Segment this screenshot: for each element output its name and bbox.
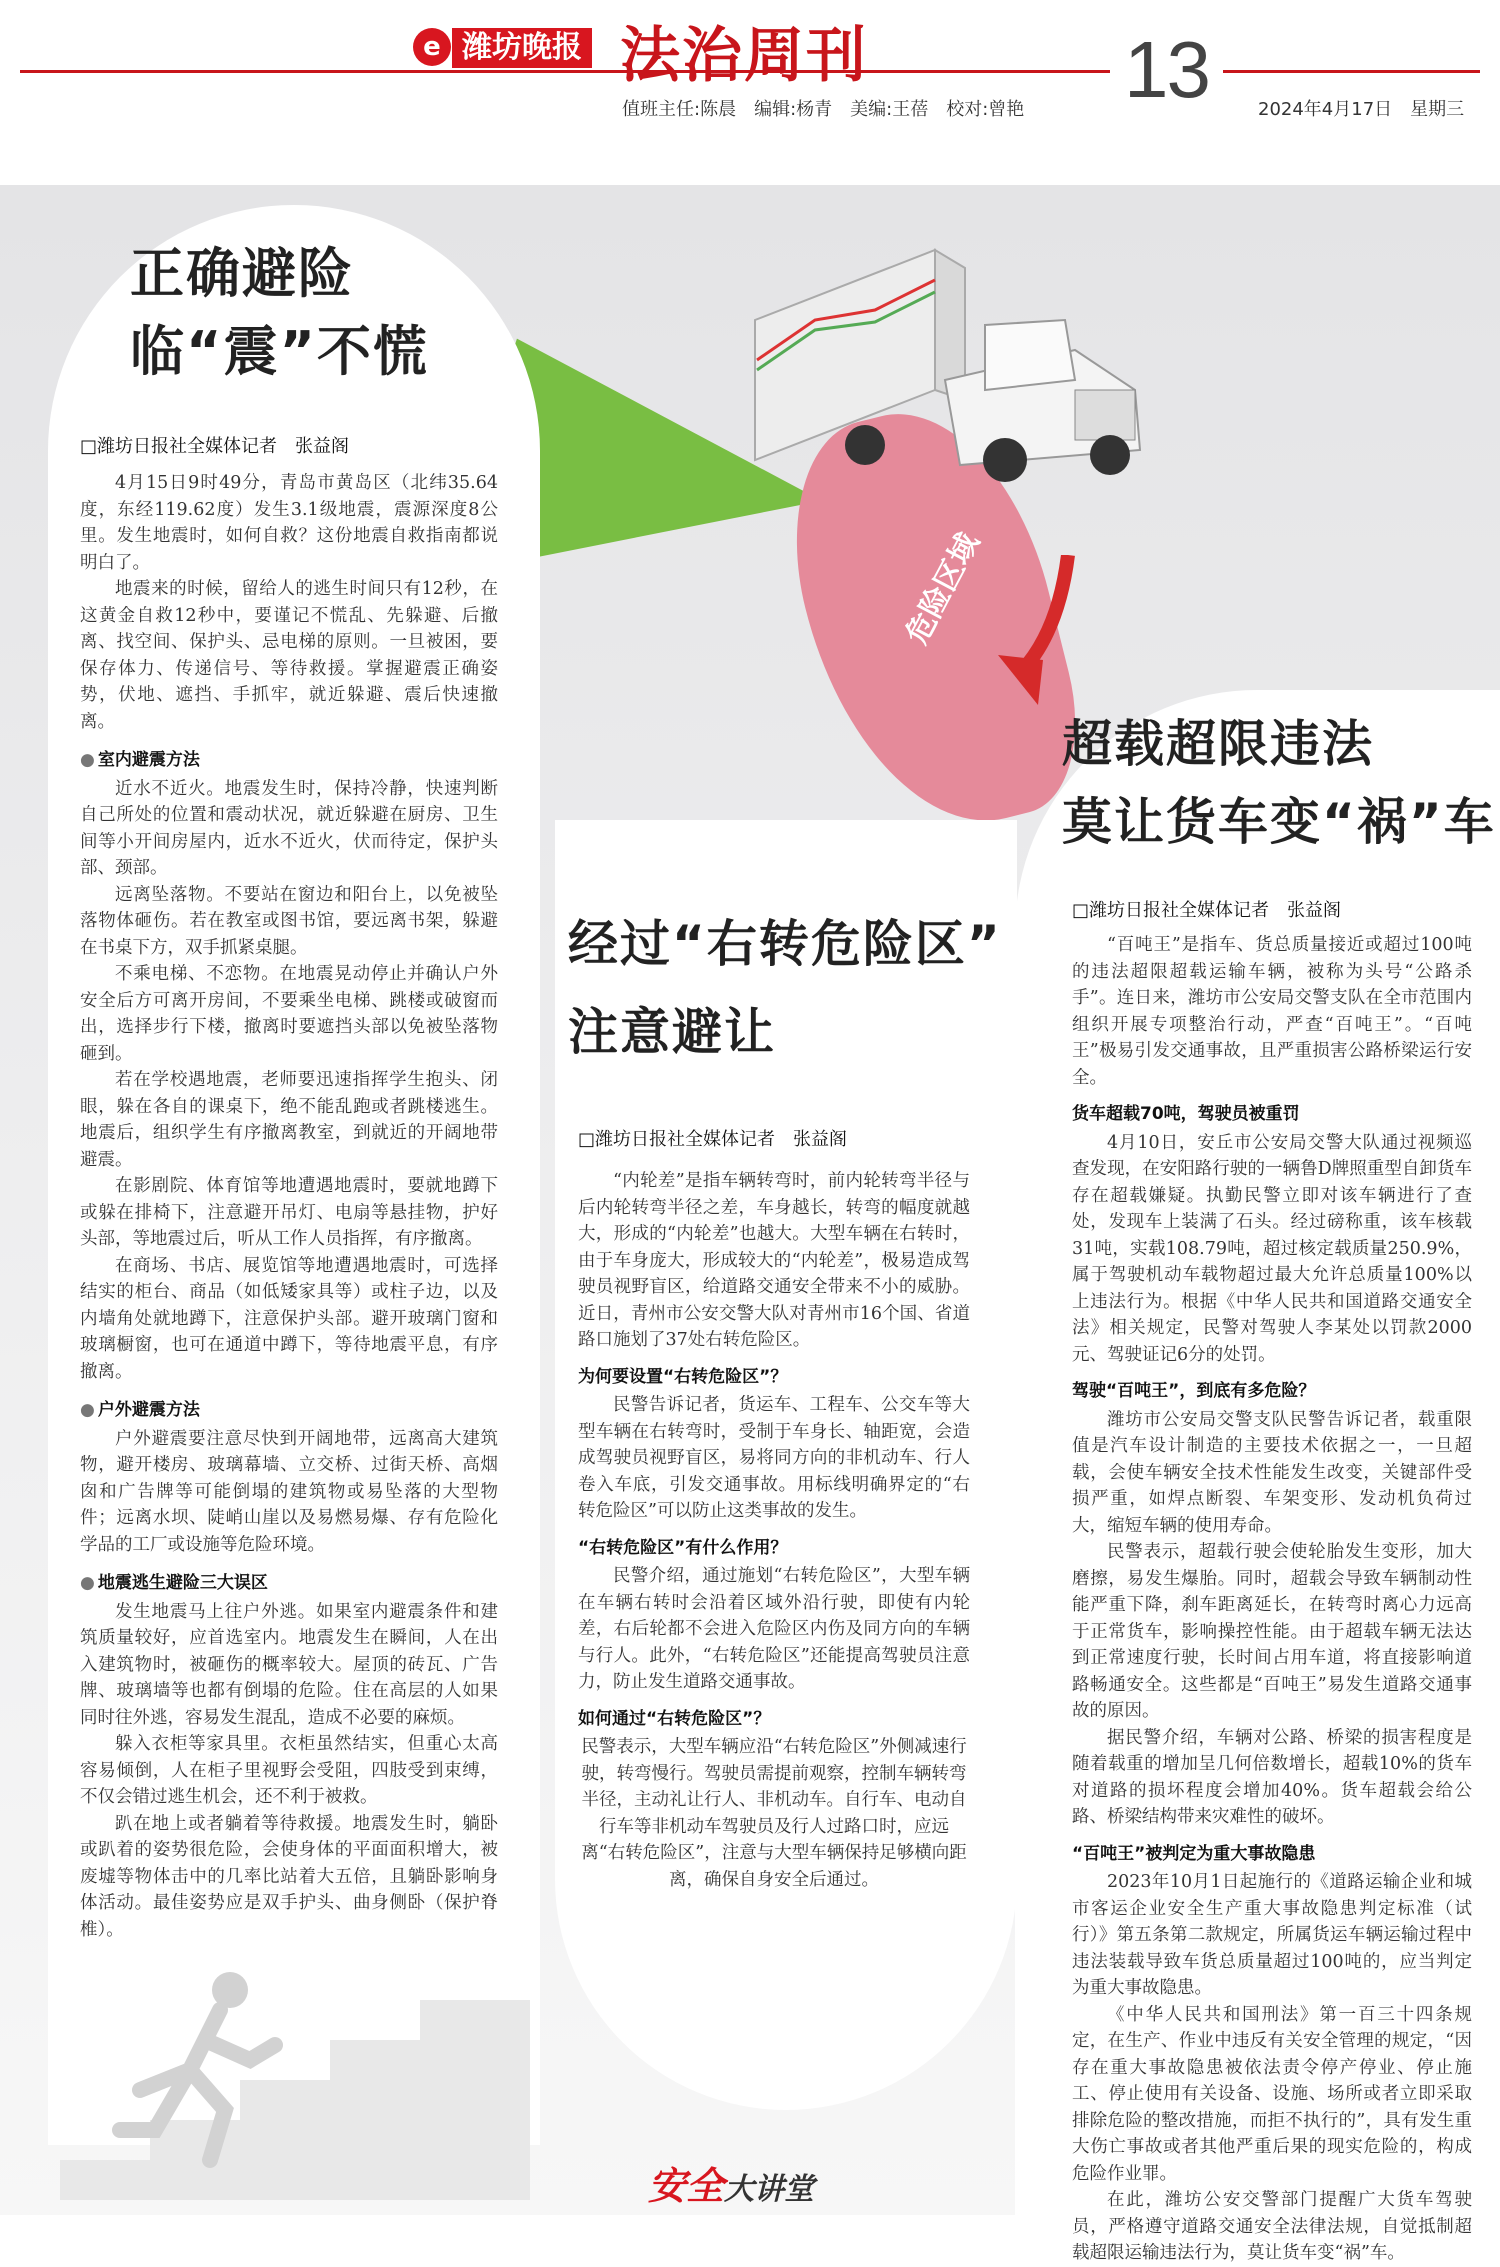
paragraph: “百吨王”是指车、货总质量接近或超过100吨的违法超限超载运输车辆，被称为头号“公路杀手”。连日来，潍坊市公安局交警支队在全市范围内组织开展专项整治行动，严查“百吨王”。“百吨王”极易引发交通事故，且严重损害公路桥梁运行安全。 [1072,935,1472,1088]
paragraph: 地震来的时候，留给人的逃生时间只有12秒，在这黄金自救12秒中，要谨记不慌乱、先躲避、后撤离、找空间、保护头、忌电梯的原则。一旦被困，要保存体力、传递信号、等待救援。掌握避震正确姿势，伏地、遮挡、手抓牢，就近躲避、震后快速撤离。 [80,579,498,732]
paragraph: 发生地震马上往户外逃。如果室内避震条件和建筑质量较好，应首选室内。地震发生在瞬间，人在出入建筑物时，被砸伤的概率较大。屋顶的砖瓦、广告牌、玻璃墙等也都有倒塌的危险。住在高层的人如果同时往外逃，容易发生混乱，造成不必要的麻烦。 [80,1601,498,1728]
subheading: ● 地震逃生避险三大误区 [80,1570,498,1597]
subheading: ● 户外避震方法 [80,1397,498,1424]
paragraph: 若在学校遇地震，老师要迅速指挥学生抱头、闭眼，躲在各自的课桌下，绝不能乱跑或者跳楼逃生。地震后，组织学生有序撤离教室，到就近的开阔地带避震。 [80,1070,498,1170]
paragraph: 在影剧院、体育馆等地遭遇地震时，要就地蹲下或躲在排椅下，注意避开吊灯、电扇等悬挂物，护好头部，等地震过后，听从工作人员指挥，有序撤离。 [80,1176,498,1249]
article2-headline [568,905,1008,1071]
article3-title-line2: 莫让货车变“祸”车 [1062,793,1496,851]
paragraph: 《中华人民共和国刑法》第一百三十四条规定，在生产、作业中违反有关安全管理的规定，“因存在重大事故隐患被依法责令停产停业、停止施工、停止使用有关设备、设施、场所或者立即采取排除危险的整改措施，而拒不执行的”，具有发生重大伤亡事故或者其他严重后果的现实危险的，构成危险作业罪。 [1072,2004,1472,2184]
subheading: 货车超载70吨，驾驶员被重罚 [1072,1104,1300,1124]
paragraph: 近水不近火。地震发生时，保持冷静，快速判断自己所处的位置和震动状况，就近躲避在厨房、卫生间等小开间房屋内，近水不近火，伏而待定，保护头部、颈部。 [80,778,498,878]
article3-headline [1062,705,1500,861]
staff-credits: 值班主任:陈晨 编辑:杨青 美编:王蓓 校对:曾艳 [622,99,1025,120]
article2-byline: □潍坊日报社全媒体记者 张益阁 [578,1129,848,1150]
newspaper-logo-icon: e [413,28,451,66]
paragraph: 4月10日，安丘市公安局交警大队通过视频巡查发现，在安阳路行驶的一辆鲁D牌照重型自卸货车存在超载嫌疑。执勤民警立即对该车辆进行了查处，发现车上装满了石头。经过磅称重，该车核载31吨，实载108.79吨，超过核定载质量250.9%，属于驾驶机动车载物超过最大允许总质量100%以上违法行为。根据《中华人民共和国道路交通安全法》相关规定，民警对驾驶人李某处以罚款2000元、驾驶证记6分的处罚。 [1072,1132,1472,1365]
paragraph: 4月15日9时49分，青岛市黄岛区（北纬35.64度，东经119.62度）发生3.1级地震，震源深度8公里。发生地震时，如何自救？这份地震自救指南都说明白了。 [80,473,498,573]
subheading: “百吨王”被判定为重大事故隐患 [1072,1843,1316,1864]
paragraph: 民警表示，大型车辆应沿“右转危险区”外侧减速行驶，转弯慢行。驾驶员需提前观察，控制车辆转弯半径，主动礼让行人、非机动车。自行车、电动自行车等非机动车驾驶员及行人过路口时，应远离“右转危险区”，注意与大型车辆保持足够横向距离，确保自身安全后通过。 [581,1737,967,1890]
article1-title-line1: 正确避险 [130,242,354,305]
subheading: 驾驶“百吨王”，到底有多危险？ [1072,1381,1316,1401]
truck-icon [745,240,1185,490]
paragraph: 不乘电梯、不恋物。在地震晃动停止并确认户外安全后方可离开房间，不要乘坐电梯、跳楼或破窗而出，选择步行下楼，撤离时要遮挡头部以免被坠落物砸到。 [80,964,498,1064]
paragraph: “内轮差”是指车辆转弯时，前内轮转弯半径与后内轮转弯半径之差，车身越长，转弯的幅度就越大，形成的“内轮差”也越大。大型车辆在右转时，由于车身庞大，形成较大的“内轮差”，极易造成驾驶员视野盲区，给道路交通安全带来不小的威胁。近日，青州市公安交警大队对青州市16个国、省道路口施划了37处右转危险区。 [578,1171,970,1350]
paragraph: 潍坊市公安局交警支队民警告诉记者，载重限值是汽车设计制造的主要技术依据之一，一旦超载，会使车辆安全技术性能发生改变，关键部件受损严重，如焊点断裂、车架变形、发动机负荷过大，缩短车辆的使用寿命。 [1072,1409,1472,1536]
article1-headline [130,235,510,391]
article2-title-line2: 注意避让 [568,1003,776,1061]
paragraph: 在商场、书店、展览馆等地遭遇地震时，可选择结实的柜台、商品（如低矮家具等）或柱子边，以及内墙角处就地蹲下，注意保护头部。避开玻璃门窗和玻璃橱窗，也可在通道中蹲下，等待地震平息，有序撤离。 [80,1255,498,1382]
paragraph: 民警表示，超载行驶会使轮胎发生变形，加大磨擦，易发生爆胎。同时，超载会导致车辆制动性能严重下降，刹车距离延长，在转弯时离心力远高于正常货车，影响操控性能。由于超载车辆无法达到正常速度行驶，长时间占用车道，将直接影响道路畅通安全。这些都是“百吨王”易发生道路交通事故的原因。 [1072,1542,1472,1721]
column-brand [648,2155,814,2210]
paragraph: 2023年10月1日起施行的《道路运输企业和城市客运企业安全生产重大事故隐患判定标准（试行）》第五条第二款规定，所属货运车辆运输过程中违法装载导致车货总质量超过100吨的，应当判定为重大事故隐患。 [1072,1872,1472,1998]
paragraph: 民警介绍，通过施划“右转危险区”，大型车辆在车辆右转时会沿着区域外沿行驶，即使有内轮差，右后轮都不会进入危险区内伤及同方向的车辆与行人。此外，“右转危险区”还能提高驾驶员注意力，防止发生道路交通事故。 [578,1566,970,1692]
red-turn-arrow-icon [998,555,1078,715]
paragraph: 民警告诉记者，货运车、工程车、公交车等大型车辆在右转弯时，受制于车身长、轴距宽，会造成驾驶员视野盲区，易将同方向的非机动车、行人卷入车底，引发交通事故。用标线明确界定的“右转危险区”可以防止这类事故的发生。 [578,1395,970,1521]
subheading: ● 室内避震方法 [80,747,498,774]
paragraph: 在此，潍坊公安交警部门提醒广大货车驾驶员，严格遵守道路交通安全法律法规，自觉抵制超载超限运输违法行为，莫让货车变“祸”车。 [1072,2190,1472,2263]
paragraph: 趴在地上或者躺着等待救援。地震发生时，躺卧或趴着的姿势很危险，会使身体的平面面积增大，被废墟等物体击中的几率比站着大五倍，且躺卧影响身体活动。最佳姿势应是双手护头、曲身侧卧（保护脊椎）。 [80,1813,498,1940]
article3-body [1072,932,1472,2267]
column-brand-main: 安全 [648,2164,725,2208]
section-title: 法治周刊 [620,21,868,91]
paragraph: 户外避震要注意尽快到开阔地带，远离高大建筑物，避开楼房、玻璃幕墙、立交桥、过街天桥、高烟囱和广告牌等可能倒塌的建筑物或易坠落的大型物件；远离水坝、陡峭山崖以及易燃易爆、存有危险化学品的工厂或设施等危险环境。 [80,1428,498,1555]
subheading: “右转危险区”有什么作用？ [578,1537,788,1558]
newspaper-name: 潍坊晚报 [452,28,592,68]
paragraph: 远离坠落物。不要站在窗边和阳台上，以免被坠落物体砸伤。若在教室或图书馆，要远离书架，躲避在书桌下方，双手抓紧桌腿。 [80,884,498,958]
article3-byline: □潍坊日报社全媒体记者 张益阁 [1072,900,1342,921]
article2-title-line1: 经过“右转危险区” [568,915,1002,973]
paragraph: 躲入衣柜等家具里。衣柜虽然结实，但重心太高容易倾倒，人在柜子里视野会受阻，四肢受到束缚，不仅会错过逃生机会，还不利于被救。 [80,1734,498,1807]
running-person-icon [60,1960,530,2200]
danger-zone-label: 危险区域 [899,527,987,650]
article1-title-line2: 临“震”不慌 [130,320,429,383]
subheading: 如何通过“右转危险区”？ [578,1708,771,1729]
publish-date: 2024年4月17日 星期三 [1258,99,1465,120]
article1-byline: □潍坊日报社全媒体记者 张益阁 [80,436,350,457]
paragraph: 据民警介绍，车辆对公路、桥梁的损害程度是随着载重的增加呈几何倍数增长，超载10%的货车对道路的损坏程度会增加40%。货车超载会给公路、桥梁结构带来灾难性的破坏。 [1072,1727,1472,1827]
page-number: 13 [1110,24,1223,116]
article2-body [578,1168,970,1893]
subheading: 为何要设置“右转危险区”？ [578,1366,788,1387]
article3-title-line1: 超载超限违法 [1062,715,1374,773]
article1-body [80,470,498,1943]
column-brand-suffix: 大讲堂 [724,2172,815,2207]
